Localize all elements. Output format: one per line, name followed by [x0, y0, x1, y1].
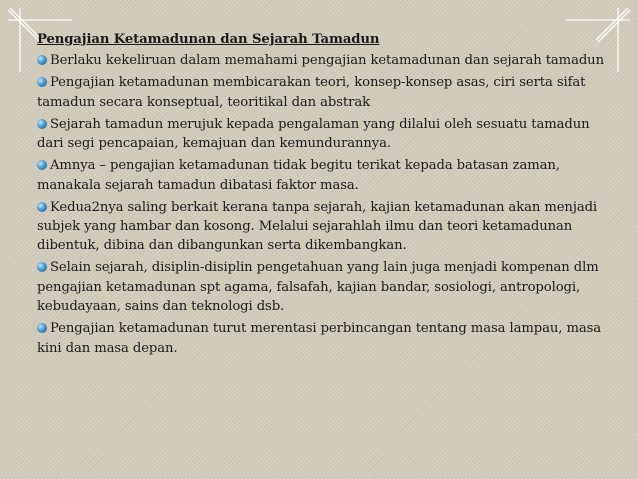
circle-bullet-icon — [37, 202, 47, 212]
circle-bullet-icon — [37, 119, 47, 129]
slide-content — [37, 30, 609, 361]
bullet-item — [37, 51, 609, 70]
bullet-item — [37, 319, 609, 358]
bullet-text: Pengajian ketamadunan turut merentasi perbincangan tentang masa lampau, masa kini dan masa depan. — [37, 321, 602, 356]
bullet-text: Kedua2nya saling berkait kerana tanpa sejarah, kajian ketamadunan akan menjadi subjek yang hambar dan kosong. Melalui sejarahlah ilmu dan teori ketamadunan dibentuk, dibina dan dibangunkan serta dikembangkan. — [37, 199, 598, 254]
bullet-text: Pengajian ketamadunan membicarakan teori, konsep-konsep asas, ciri serta sifat tamadun secara konseptual, teoritikal dan abstrak — [37, 75, 586, 110]
bullet-item — [37, 73, 609, 112]
bullet-item — [37, 115, 609, 154]
bullet-item — [37, 258, 609, 316]
bullet-text: Sejarah tamadun merujuk kepada pengalaman yang dilalui oleh sesuatu tamadun dari segi pencapaian, kemajuan dan kemundurannya. — [37, 116, 590, 152]
circle-bullet-icon — [37, 160, 47, 170]
circle-bullet-icon — [37, 262, 47, 272]
bullet-text: Amnya – pengajian ketamadunan tidak begitu terikat kepada batasan zaman, manakala sejarah tamadun dibatasi faktor masa. — [37, 158, 560, 193]
bullet-item — [37, 156, 609, 195]
slide-title: Pengajian Ketamadunan dan Sejarah Tamadun — [37, 32, 380, 47]
bullet-item — [37, 198, 609, 256]
circle-bullet-icon — [37, 55, 47, 65]
bullet-text: Berlaku kekeliruan dalam memahami pengajian ketamadunan dan sejarah tamadun — [50, 53, 604, 69]
circle-bullet-icon — [37, 77, 47, 87]
bullet-text: Selain sejarah, disiplin-disiplin pengetahuan yang lain juga menjadi kompenan dlm pengajian ketamadunan spt agama, falsafah, kajian bandar, sosiologi, antropologi, kebudayaan, sains dan teknologi dsb. — [37, 260, 599, 315]
circle-bullet-icon — [37, 323, 47, 333]
